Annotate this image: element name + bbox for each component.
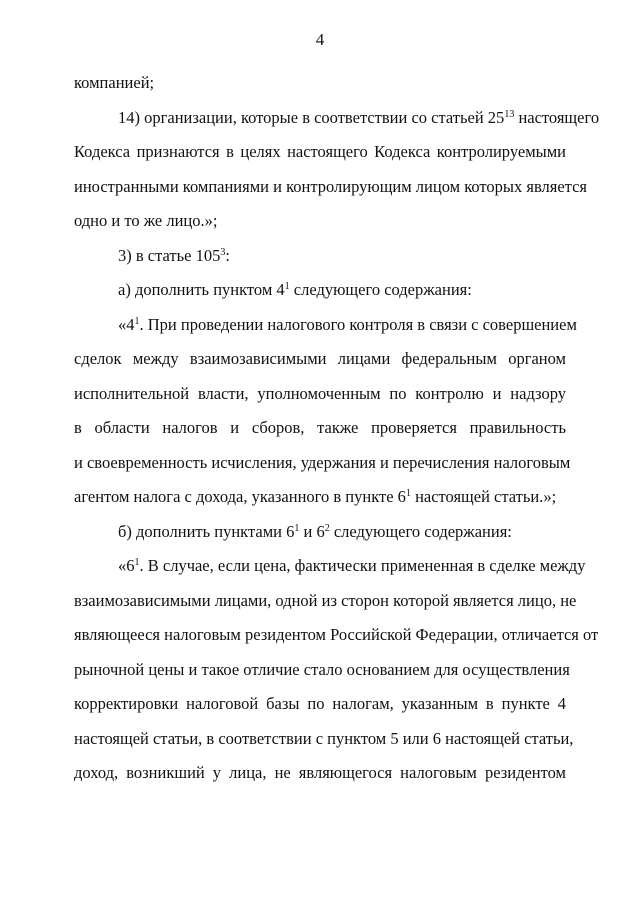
text-run: рыночной цены и такое отличие стало основанием для осуществления (74, 659, 570, 679)
superscript: 3 (220, 246, 226, 258)
text-run: «6 (118, 556, 135, 575)
text-line (74, 756, 566, 791)
text-line (74, 204, 566, 239)
text-line (74, 515, 566, 550)
text-run: иностранными компаниями и контролирующим лицом которых является (74, 176, 588, 196)
text-line (74, 411, 566, 446)
text-run: взаимозависимыми лицами, одной из сторон которой является лицо, не (74, 590, 577, 610)
text-run: доход, возникший у лица, не являющегося налоговым резидентом (74, 763, 566, 782)
text-line (74, 653, 570, 688)
text-line (74, 273, 566, 308)
text-run: настоящего (514, 107, 600, 127)
text-line (74, 480, 566, 515)
text-line (74, 722, 574, 757)
text-line (74, 446, 571, 481)
text-run: компанией; (74, 73, 155, 92)
text-run: и 6 (299, 521, 325, 541)
text-run: а) дополнить пунктом 4 (118, 280, 285, 299)
text-line (74, 342, 566, 377)
text-run: : (225, 245, 230, 265)
text-run: «4 (118, 314, 135, 334)
superscript: 1 (134, 557, 140, 568)
superscript: 13 (504, 108, 515, 120)
text-line (74, 618, 599, 653)
text-run: следующего содержания: (289, 280, 472, 299)
document-body (74, 66, 600, 791)
text-run: исполнительной власти, уполномоченным по контролю и надзору (74, 383, 566, 403)
text-run: Кодекса признаются в целях настоящего Кодекса контролируемыми (74, 142, 566, 161)
superscript: 1 (294, 522, 300, 534)
text-line (74, 239, 566, 274)
text-line (74, 584, 577, 619)
text-run: б) дополнить пунктами 6 (118, 521, 295, 541)
text-run: настоящей статьи, в соответствии с пунктом 5 или 6 настоящей статьи, (74, 728, 574, 748)
text-run: . В случае, если цена, фактически примененная в сделке между (139, 556, 586, 575)
text-run: агентом налога с дохода, указанного в пункте 6 (74, 487, 406, 506)
superscript: 1 (284, 281, 290, 292)
text-line (74, 687, 566, 722)
text-line (74, 308, 577, 343)
text-run: 14) организации, которые в соответствии со статьей 25 (118, 107, 505, 127)
text-line (74, 135, 566, 170)
text-run: следующего содержания: (329, 521, 512, 541)
text-run: . При проведении налогового контроля в связи с совершением (139, 314, 577, 334)
superscript: 1 (134, 315, 140, 327)
text-run: являющееся налоговым резидентом Российской Федерации, отличается от (74, 625, 599, 644)
text-line (74, 170, 588, 205)
text-run: сделок между взаимозависимыми лицами федеральным органом (74, 349, 566, 368)
superscript: 1 (405, 488, 411, 499)
text-run: и своевременность исчисления, удержания и перечисления налоговым (74, 452, 571, 472)
text-line (74, 549, 586, 584)
text-run: корректировки налоговой базы по налогам, указанным в пункте 4 (74, 694, 566, 713)
text-run: в области налогов и сборов, также проверяется правильность (74, 418, 566, 437)
text-run: настоящей статьи.»; (410, 487, 557, 506)
text-line (74, 101, 600, 136)
text-run: 3) в статье 105 (118, 245, 221, 265)
superscript: 2 (324, 522, 330, 534)
text-run: одно и то же лицо.»; (74, 211, 218, 230)
text-line (74, 377, 566, 412)
text-line (74, 66, 566, 101)
page-number: 4 (315, 30, 325, 49)
